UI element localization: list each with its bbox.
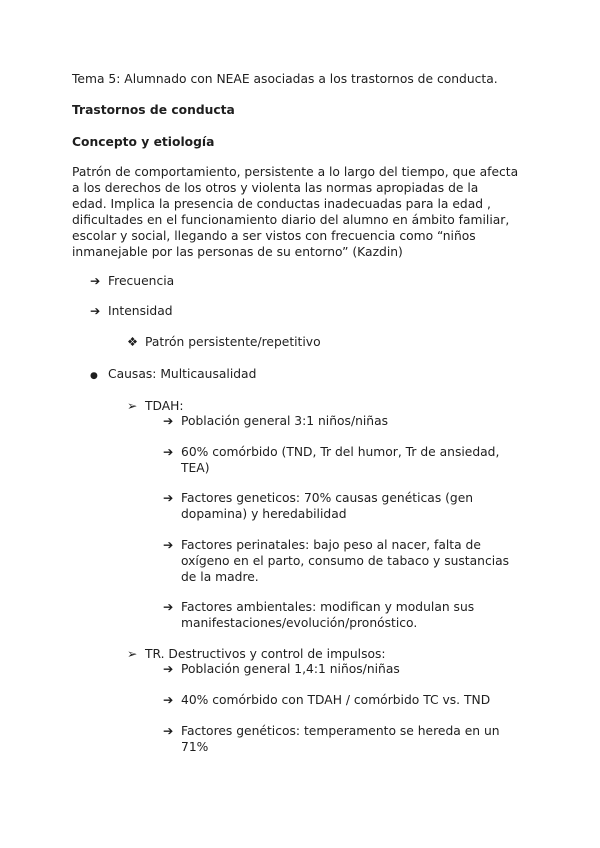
document-title: Tema 5: Alumnado con NEAE asociadas a los trastornos de conducta. xyxy=(72,72,498,86)
list-item-text: Población general 3:1 niños/niñas xyxy=(181,414,389,428)
list-item-label: TR. Destructivos y control de impulsos: xyxy=(145,647,386,661)
list-item-causas xyxy=(90,366,256,384)
list-item-patron xyxy=(127,334,321,350)
diamond-bullet-icon: ❖ xyxy=(127,335,139,349)
arrow-bullet-icon: ➔ xyxy=(163,693,174,707)
paragraph-line: edad. Implica la presencia de conductas inadecuadas para la edad , xyxy=(72,197,491,211)
arrow-bullet-icon: ➔ xyxy=(163,414,174,428)
list-item-tr-3 xyxy=(163,723,500,739)
list-item-tdah-5 xyxy=(163,599,474,615)
paragraph-line: a los derechos de los otros y violenta las normas apropiadas de la xyxy=(72,181,479,195)
arrow-bullet-icon: ➔ xyxy=(163,445,174,459)
list-item-intensidad xyxy=(90,303,173,319)
arrow-bullet-icon: ➔ xyxy=(163,600,174,614)
paragraph-line: Patrón de comportamiento, persistente a lo largo del tiempo, que afecta xyxy=(72,165,519,179)
list-item-text: Factores perinatales: bajo peso al nacer, falta de xyxy=(181,538,481,552)
list-item-text: 71% xyxy=(181,740,209,754)
list-item-label: TDAH: xyxy=(145,399,184,413)
list-item-text: Factores geneticos: 70% causas genéticas (gen xyxy=(181,491,474,505)
list-item-text: 60% comórbido (TND, Tr del humor, Tr de ansiedad, xyxy=(181,445,500,459)
arrow-bullet-icon: ➔ xyxy=(163,538,174,552)
list-item-label: Causas: Multicausalidad xyxy=(108,367,257,381)
dot-bullet-icon: ● xyxy=(90,371,98,381)
arrow-bullet-icon: ➔ xyxy=(163,724,174,738)
arrow-bullet-icon: ➔ xyxy=(163,491,174,505)
list-item-text: Factores genéticos: temperamento se hereda en un xyxy=(181,724,500,738)
list-item-tr xyxy=(127,646,386,662)
list-item-tdah-4 xyxy=(163,537,481,553)
list-item-label: Intensidad xyxy=(108,304,173,318)
list-item-text: dopamina) y heredabilidad xyxy=(181,507,347,521)
list-item-text: TEA) xyxy=(181,461,210,475)
list-item-tdah-2 xyxy=(163,444,499,460)
list-item-tr-2 xyxy=(163,692,490,708)
list-item-text: de la madre. xyxy=(181,570,259,584)
chevron-bullet-icon: ➢ xyxy=(127,647,138,661)
list-item-tdah-1 xyxy=(163,413,388,429)
list-item-text: 40% comórbido con TDAH / comórbido TC vs. TND xyxy=(181,693,491,707)
definition-paragraph xyxy=(72,164,542,260)
list-item-tr-1 xyxy=(163,661,400,677)
subsection-heading: Concepto y etiología xyxy=(72,135,215,149)
list-item-label: Frecuencia xyxy=(108,274,175,288)
arrow-bullet-icon: ➔ xyxy=(163,662,174,676)
arrow-bullet-icon: ➔ xyxy=(90,274,101,288)
list-item-text: Factores ambientales: modifican y modulan sus xyxy=(181,600,475,614)
chevron-bullet-icon: ➢ xyxy=(127,399,138,413)
list-item-frecuencia xyxy=(90,273,174,289)
list-item-text: Población general 1,4:1 niños/niñas xyxy=(181,662,400,676)
list-item-label: Patrón persistente/repetitivo xyxy=(145,335,321,349)
paragraph-line: escolar y social, llegando a ser vistos con frecuencia como “niños xyxy=(72,229,476,243)
paragraph-line: inmanejable por las personas de su entorno” (Kazdin) xyxy=(72,245,403,259)
list-item-text: oxígeno en el parto, consumo de tabaco y sustancias xyxy=(181,554,510,568)
list-item-tdah-3 xyxy=(163,490,473,506)
list-item-tdah xyxy=(127,398,184,414)
arrow-bullet-icon: ➔ xyxy=(90,304,101,318)
list-item-text: manifestaciones/evolución/pronóstico. xyxy=(181,616,418,630)
section-heading: Trastornos de conducta xyxy=(72,103,235,117)
paragraph-line: dificultades en el funcionamiento diario del alumno en ámbito familiar, xyxy=(72,213,510,227)
